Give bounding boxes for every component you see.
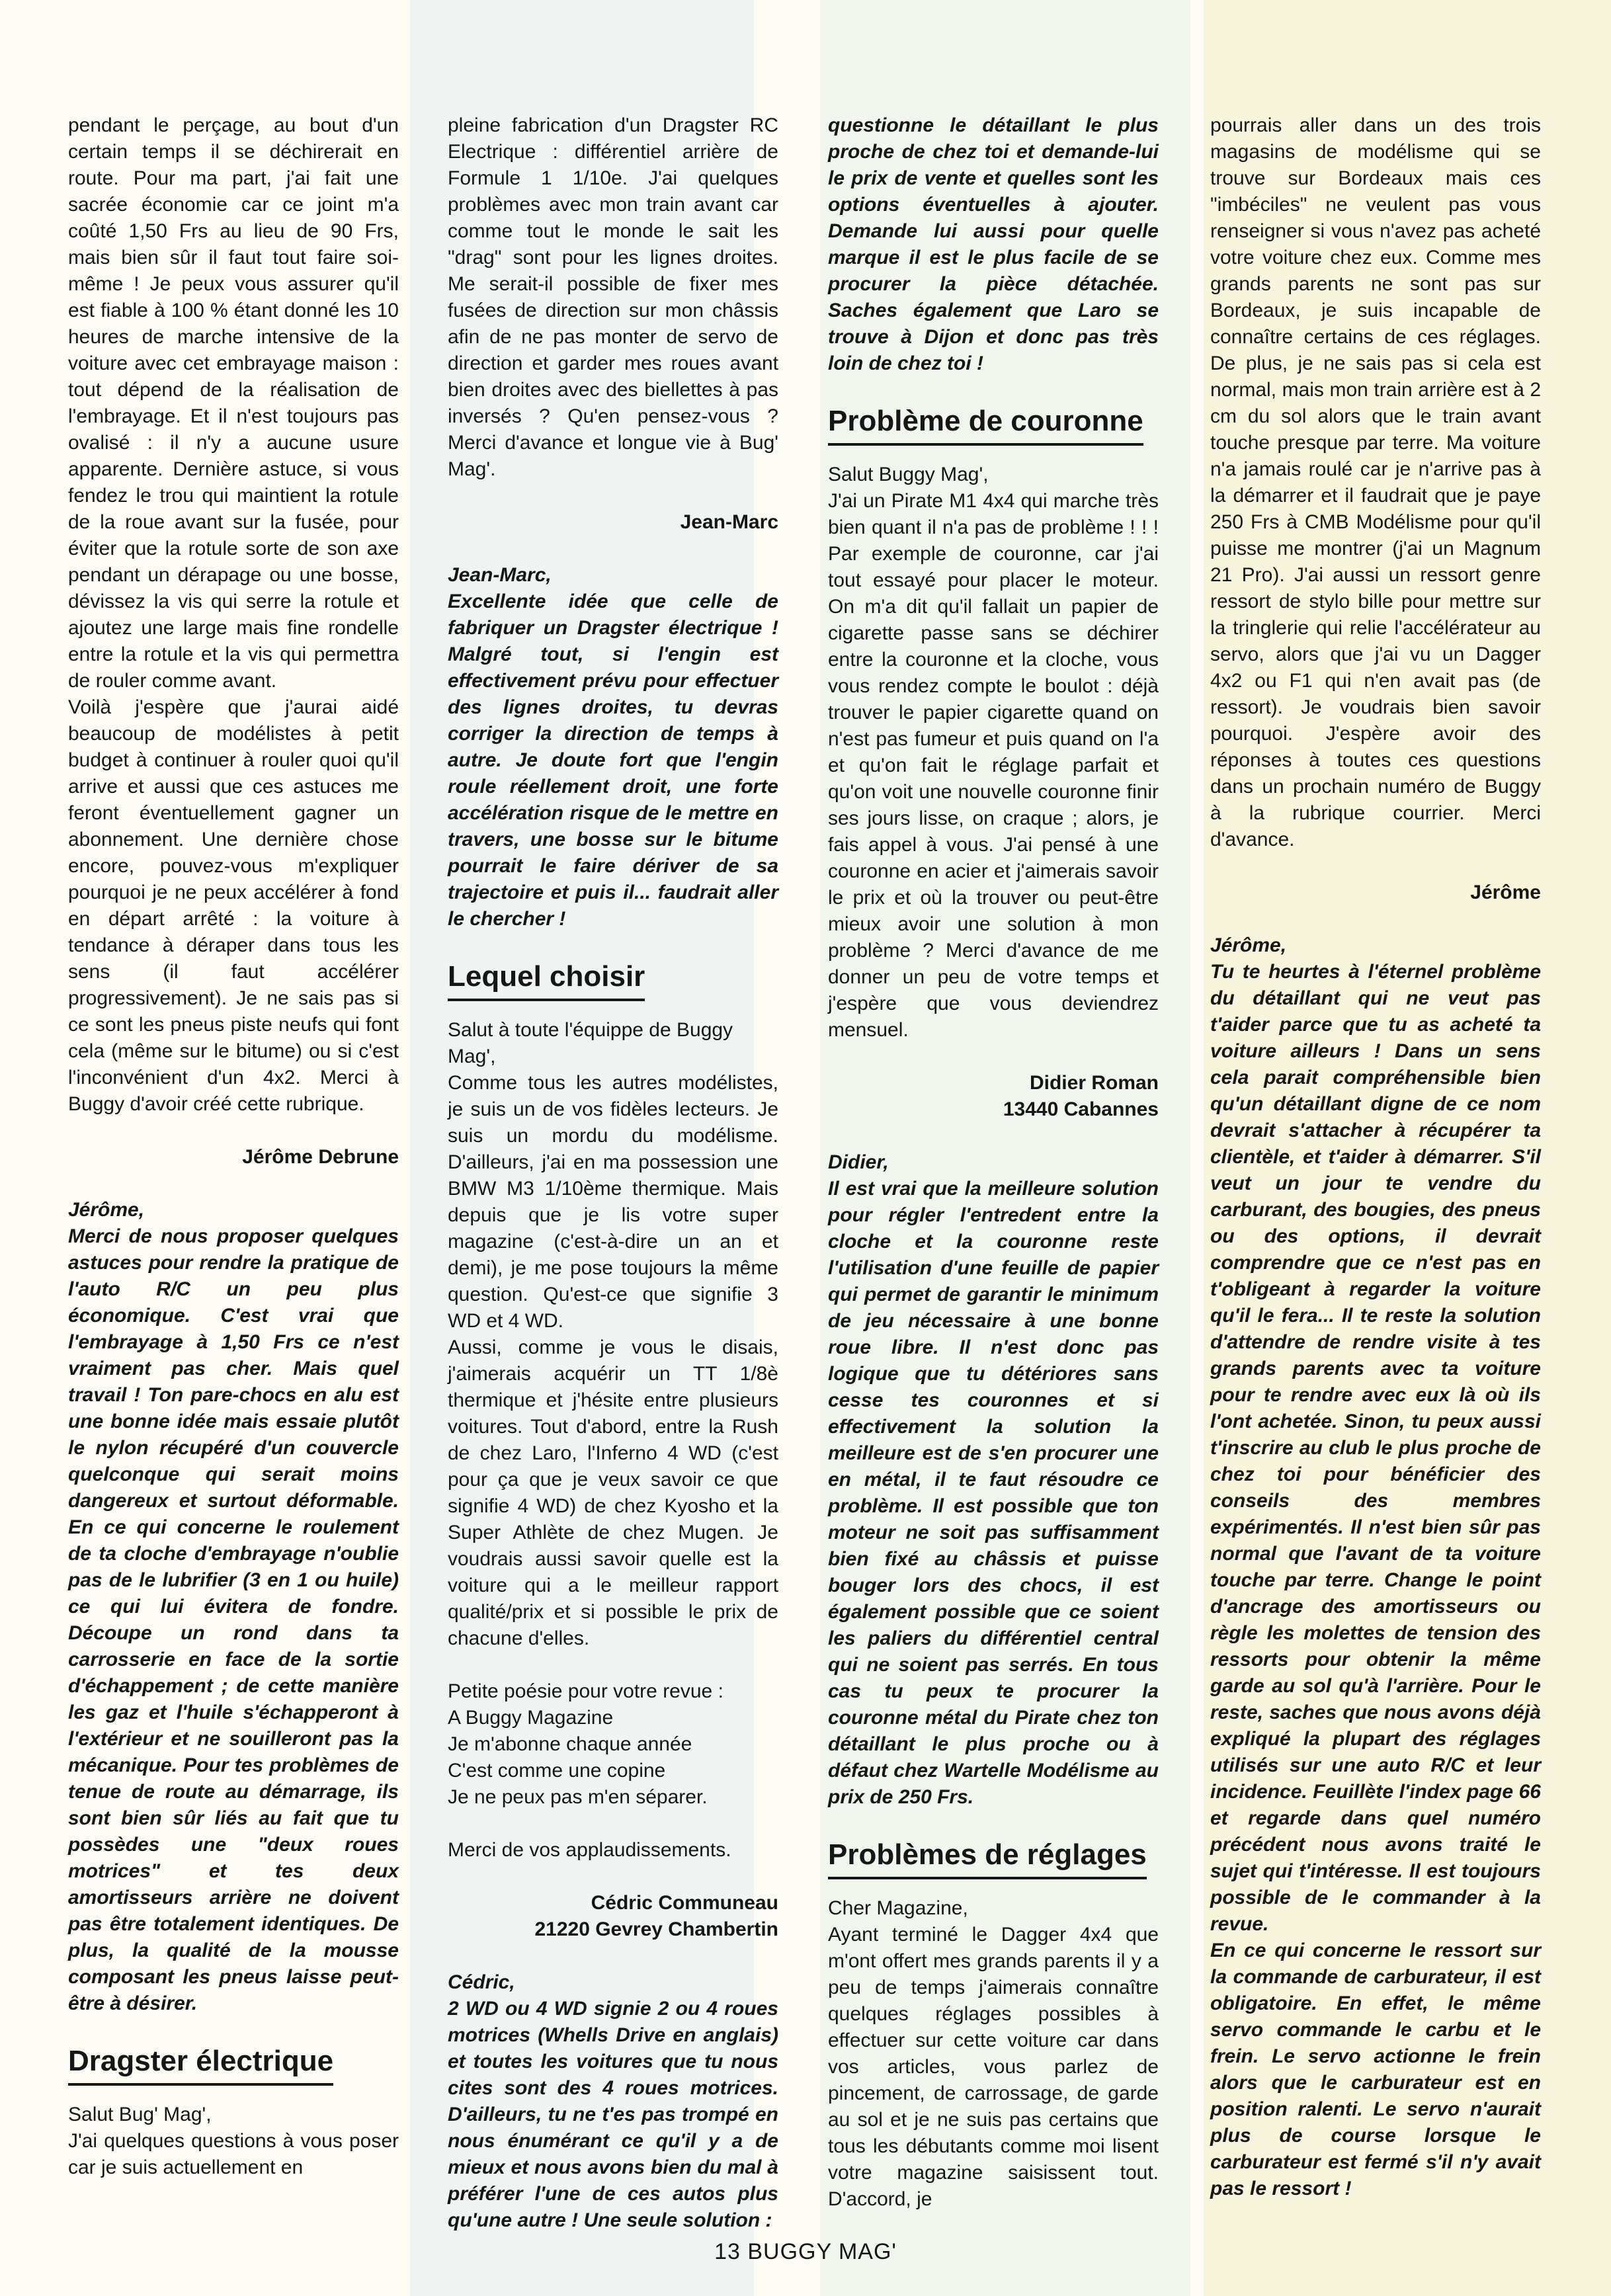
letter-greeting: Salut à toute l'équippe de Buggy Mag',	[448, 1019, 733, 1067]
letter-signature: Cédric Communeau	[591, 1892, 778, 1914]
section-heading: Lequel choisir	[448, 959, 645, 1001]
reply-text: 2 WD ou 4 WD signie 2 ou 4 roues motrices (Whells Drive en anglais) et toutes les voitures que tu nous cites sont des 4 roues motrices. D'ailleurs, tu ne t'es pas trompé en nous énumérant ce qu'il y a de mieux et nous avons bien du mal à préférer l'une de ces autos plus qu'une autre ! Une seule solution :	[448, 1998, 778, 2231]
letter-signature-city: 13440 Cabannes	[1003, 1098, 1159, 1120]
letter-text: Aussi, comme je vous le disais, j'aimerais acquérir un TT 1/8è thermique et j'hésite entre plusieurs voitures. Tout d'abord, entre la Rush de chez Laro, l'Inferno 4 WD (c'est pour ça que je veux savoir ce que signifie 4 WD) de chez Kyosho et la Super Athlète de chez Mugen. Je voudrais aussi savoir quelle est la voiture qui a le meilleur rapport qualité/prix et si possible le prix de chacune d'elles.	[448, 1336, 778, 1649]
reply-greeting: Didier,	[828, 1151, 889, 1173]
section-heading: Dragster électrique	[68, 2043, 333, 2086]
reply-greeting: Jérôme,	[1210, 934, 1287, 956]
letter-signature: Jérôme Debrune	[242, 1146, 399, 1168]
poem-line: Je m'abonne chaque année	[448, 1733, 692, 1755]
poem-line: C'est comme une copine	[448, 1760, 666, 1782]
letter-text: pendant le perçage, au bout d'un certain temps il se déchirerait en route. Pour ma part, j'ai fait une sacrée économie car ce joint m'a coûté 1,50 Frs au lieu de 90 Frs, mais bien sûr il faut tout faire soi-même ! Je peux vous assurer qu'il est fiable à 100 % étant donné les 10 heures de marche intensive de la voiture avec cet embrayage maison : tout dépend de la réalisation de l'embrayage. Et il n'est toujours pas ovalisé : il n'y a aucune usure apparente. Dernière astuce, si vous fendez le trou qui maintient la rotule de la roue avant sur la fusée, pour éviter que la rotule sorte de son axe pendant un dérapage ou une bosse, dévissez la vis qui serre la rotule et ajoutez une large mais fine rondelle entre la rotule et la vis qui permettra de rouler comme avant.	[68, 114, 399, 692]
letter-greeting: Salut Buggy Mag',	[828, 464, 989, 485]
poem-line: A Buggy Magazine	[448, 1707, 614, 1729]
section-heading: Problèmes de réglages	[828, 1837, 1147, 1879]
letter-signature: Didier Roman	[1029, 1072, 1159, 1094]
reply-text: En ce qui concerne le ressort sur la commande de carburateur, il est obligatoire. En effet, le même servo commande le carbu et le frein. Le servo actionne le frein alors que le carburateur est en position ralenti. Le servo n'aurait plus de course lorsque le carburateur est fermé s'il n'y avait pas le ressort !	[1210, 1940, 1541, 2199]
column-1	[68, 112, 399, 2181]
letter-signature-city: 21220 Gevrey Chambertin	[534, 1918, 778, 1940]
reply-text: Excellente idée que celle de fabriquer un Dragster électrique ! Malgré tout, si l'engin est effectivement prévu pour effectuer des lignes droites, tu devras corriger la direction de temps à autre. Je doute fort que l'engin roule réellement droit, une forte accélération risque de le mettre en travers, une bosse sur le bitume pourrait le faire dériver de sa trajectoire et puis il... faudrait aller le chercher !	[448, 591, 778, 930]
letter-signature: Jean-Marc	[680, 511, 778, 533]
letter-text: J'ai quelques questions à vous poser car je suis actuellement en	[68, 2130, 399, 2178]
reply-text: Merci de nous proposer quelques astuces pour rendre la pratique de l'auto R/C un peu plus économique. C'est vrai que l'embrayage à 1,50 Frs ce n'est vraiment pas cher. Mais quel travail ! Ton pare-chocs en alu est une bonne idée mais essaie plutôt le nylon récupéré d'un couvercle quelconque qui serait moins dangereux et surtout déformable. En ce qui concerne le roulement de ta cloche d'embrayage n'oublie pas de le lubrifier (3 en 1 ou huile) ce qui lui évitera de fondre. Découpe un rond dans ta carrosserie en face de la sortie d'échappement ; de cette manière les gaz et l'huile s'échapperont à l'extérieur et ne souilleront pas la mécanique. Pour tes problèmes de tenue de route au démarrage, ils sont bien sûr liés au fait que tu possèdes une "deux roues motrices" et tes deux amortisseurs arrière ne doivent pas être totalement identiques. De plus, la qualité de la mousse composant les pneus laisse peut-être à désirer.	[68, 1225, 399, 2014]
column-2	[448, 112, 778, 2234]
reply-text: Tu te heurtes à l'éternel problème du détaillant qui ne veut pas t'aider parce que tu as acheté ta voiture ailleurs ! Dans un sens cela parait compréhensible bien qu'un détaillant digne de ce nom devrait s'attacher à récupérer ta clientèle, et t'aider à démarrer. S'il veut un jour te vendre du carburant, des bougies, des pneus ou des options, il devrait comprendre que ce n'est pas en t'obligeant à regarder la voiture qu'il le fera... Il te reste la solution d'attendre de rendre visite à tes grands parents avec ta voiture pour te rendre avec eux là où ils l'ont achetée. Sinon, tu peux aussi t'inscrire au club le plus proche de chez toi pour bénéficier des conseils des membres expérimentés. Il n'est bien sûr pas normal que l'avant de ta voiture touche par terre. Change le point d'ancrage des amortisseurs ou règle les molettes de tension des ressorts pour obtenir la même garde au sol qu'à l'arrière. Pour le reste, saches que nous avons déjà expliqué la plupart des réglages utilisés sur une auto R/C et leur incidence. Feuillète l'index page 66 et regarde dans quel numéro précédent nous avons traité le sujet qui t'intéresse. Il est toujours possible de le commander à la revue.	[1210, 961, 1541, 1935]
page-footer	[0, 2239, 1611, 2265]
section-heading: Problème de couronne	[828, 403, 1143, 446]
letter-signature: Jérôme	[1470, 882, 1541, 903]
page-number: 13	[714, 2239, 741, 2264]
reply-greeting: Cédric,	[448, 1971, 515, 1993]
letter-text: pleine fabrication d'un Dragster RC Electrique : différentiel arrière de Formule 1 1/10e. J'ai quelques problèmes avec mon train avant car comme tout le monde le sait les "drag" sont pour les lignes droites. Me serait-il possible de fixer mes fusées de direction sur mon châssis afin de ne pas monter de servo de direction et garder mes roues avant bien droites avec des biellettes à pas inversés ? Qu'en pensez-vous ? Merci d'avance et longue vie à Bug' Mag'.	[448, 114, 778, 480]
letter-greeting: Salut Bug' Mag',	[68, 2104, 212, 2125]
column-3	[828, 112, 1159, 2213]
letter-greeting: Cher Magazine,	[828, 1897, 968, 1919]
letter-closing: Merci de vos applaudissements.	[448, 1839, 731, 1861]
poem-line: Je ne peux pas m'en séparer.	[448, 1786, 708, 1808]
letter-text: Voilà j'espère que j'aurai aidé beaucoup de modélistes à petit budget à continuer à rouler quoi qu'il arrive et aussi que ces astuces me feront éventuellement gagner un abonnement. Une dernière chose encore, pouvez-vous m'expliquer pourquoi je ne peux accélérer à fond en départ arrêté : la voiture à tendance à déraper dans tous les sens (il faut accélérer progressivement). Je ne sais pas si ce sont les pneus piste neufs qui font cela (même sur le bitume) ou si c'est l'inconvénient d'un 4x2. Merci à Buggy d'avoir créé cette rubrique.	[68, 696, 399, 1115]
letter-text: Ayant terminé le Dagger 4x4 que m'ont offert mes grands parents il y a peu de temps j'aimerais connaître quelques réglages possibles à effectuer sur cette voiture car dans vos articles, vous parlez de pincement, de carrossage, de garde au sol et je ne suis pas certains que tous les débutants comme moi lisent votre magazine saisissent tout. D'accord, je	[828, 1924, 1159, 2210]
reply-greeting: Jérôme,	[68, 1199, 145, 1221]
poem-intro: Petite poésie pour votre revue :	[448, 1680, 723, 1702]
letter-text: J'ai un Pirate M1 4x4 qui marche très bien quant il n'a pas de problème ! ! ! Par exemple de couronne, car j'ai tout essayé pour placer le moteur. On m'a dit qu'il fallait un papier de cigarette passe sans se déchirer entre la couronne et la cloche, vous vous rendez compte le boulot : déjà trouver le papier cigarette quand on n'est pas fumeur et puis quand on l'a et qu'on fait le réglage parfait et qu'on voit une nouvelle couronne finir ses jours lisse, on craque ; alors, je fais appel à vous. J'ai pensé à une couronne en acier et j'aimerais savoir le prix et où la trouver ou peut-être mieux avoir une solution à mon problème ? Merci d'avance de me donner un peu de votre temps et j'espère que vous deviendrez mensuel.	[828, 490, 1159, 1041]
letter-text: Comme tous les autres modélistes, je suis un de vos fidèles lecteurs. Je suis un mordu du modélisme. D'ailleurs, j'ai en ma possession une BMW M3 1/10ème thermique. Mais depuis que je lis votre super magazine (c'est-à-dire un an et demi), je me pose toujours la même question. Qu'est-ce que signifie 3 WD et 4 WD.	[448, 1072, 778, 1332]
magazine-name: BUGGY MAG'	[747, 2239, 897, 2264]
reply-greeting: Jean-Marc,	[448, 564, 552, 586]
column-4	[1210, 112, 1541, 2202]
letter-text: pourrais aller dans un des trois magasins de modélisme qui se trouve sur Bordeaux mais ces "imbéciles" ne veulent pas vous renseigner si vous n'avez pas acheté votre voiture chez eux. Comme mes grands parents ne sont pas sur Bordeaux, je suis incapable de connaître certains de ces réglages. De plus, je ne sais pas si cela est normal, mais mon train arrière est à 2 cm du sol alors que le train avant touche presque par terre. Ma voiture n'a jamais roulé car je n'arrive pas à la démarrer et il faudrait que je paye 250 Frs à CMB Modélisme pour qu'il puisse me montrer (j'ai un Magnum 21 Pro). J'ai aussi un ressort genre ressort de stylo bille pour mettre sur la tringlerie qui relie l'accélérateur au servo, alors que j'ai vu un Dagger 4x2 ou F1 qui n'en avait pas (de ressort). Je voudrais bien savoir pourquoi. J'espère avoir des réponses à toutes ces questions dans un prochain numéro de Buggy à la rubrique courrier. Merci d'avance.	[1210, 114, 1541, 850]
reply-text: questionne le détaillant le plus proche de chez toi et demande-lui le prix de vente et quelles sont les options éventuelles à ajouter. Demande lui aussi pour quelle marque il est le plus facile de se procurer la pièce détachée. Saches également que Laro se trouve à Dijon et donc pas très loin de chez toi !	[828, 114, 1159, 374]
reply-text: Il est vrai que la meilleure solution pour régler l'entredent entre la cloche et la couronne reste l'utilisation d'une feuille de papier qui permet de garantir le minimum de jeu nécessaire à une bonne roue libre. Il n'est donc pas logique que tu détériores sans cesse tes couronnes et si effectivement la solution la meilleure est de s'en procurer une en métal, il te faut résoudre ce problème. Il est possible que ton moteur ne soit pas suffisamment bien fixé au châssis et puisse bouger lors des chocs, il est également possible que ce soient les paliers du différentiel central qui ne soient pas serrés. En tous cas tu peux te procurer la couronne métal du Pirate chez ton détaillant le plus proche ou à défaut chez Wartelle Modélisme au prix de 250 Frs.	[828, 1178, 1159, 1808]
